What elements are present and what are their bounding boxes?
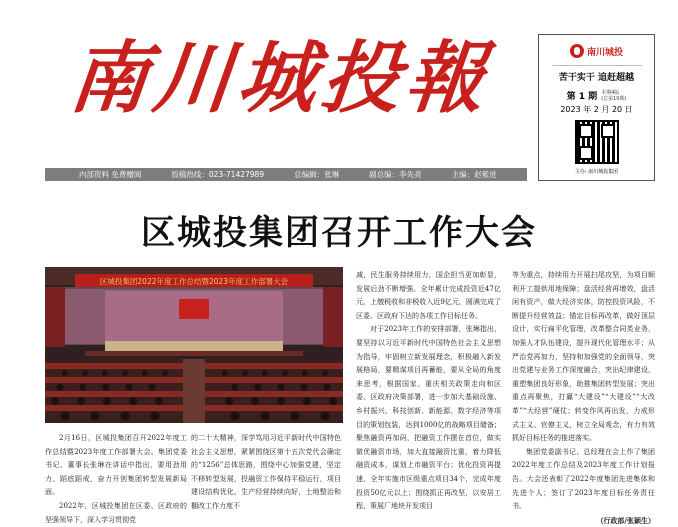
publication-date: 2023 年 2 月 20 日 [560, 105, 633, 114]
article-paragraph: 对于2023年工作的安排部署，张琳指出，要坚持以习近平新时代中国特色社会主义思想为指导，牢固树立新发展理念，积极融入新发展格局，要精谋项目再蓄能，要从全局的角度来思考，根据国家、重庆相关政策走向和区委、区政府决策部署，进一步加大基础设施、乡村振兴、科技创新、新能源、数字经济等项目的策划包装，达到1000亿的战略项目储备；聚焦融资再加码，把融资工作摆在首位，做实做优融资市场，加大直接融资比重，着力降低融资成本，谋划上市融资平台；优化投资再提速，全年实施市区级重点项目34个，完成年度投资50亿元以上；围绕抓正再改坚，以安居工程、策展厂地块开发项目 [356, 325, 501, 511]
hotline: 投稿热线：023-71427989 [171, 170, 265, 179]
issue-number: 第 1 期 [566, 92, 598, 102]
editor: 主编：赵紫进 [451, 170, 497, 179]
article-paragraph: 等为重点，持续用力开展扫尾攻坚，为项目顺利开工提供用地保障；盘活经营再增效，盘活闲有资产，做大经济实体，防控投资风险，不断提升经营效益；锚定目标再改革，做好顶层设计，实行扁平化管理，改革整合同类业务，加强人才队伍建设，提升现代化管理水平；从严治党再加力，坚持和加强党的全面领导，突出党建与业务工作深度融合，突出纪律建设，重塑集团良好形象，助推集团转型发展；突出重点再聚焦，打赢“大建设”“大建设”“大改革”“大经营”硬仗；转变作风再出发，力戒形式主义、官僚主义，树立全局观念，有力有效抓好目标任务的推进落实。 [512, 271, 655, 443]
masthead-title: 南川城投報 [65, 33, 495, 124]
divider [552, 65, 642, 66]
article-paragraph: 2022年，区城投集团在区委、区政府的坚强领导下，深入学习贯彻党 [45, 501, 187, 524]
issue-number-row [539, 89, 654, 102]
qr-code-icon [575, 120, 619, 164]
internal-note: 内部资料 免费赠阅 [79, 170, 142, 179]
issue-sub [601, 90, 626, 102]
article-paragraph: 集团党委副书记、总经理在会上作了集团2022年度工作总结及2023年度工作计划报告。大会还表彰了2022年度集团先进集体和先进个人；签订了2023年度目标任务责任书。 [512, 447, 655, 511]
logo-text: 南川城投 [586, 47, 623, 58]
article-paragraph: 2月16日，区城投集团召开2022年度工作总结暨2023年度工作部署大会。集团党委书记、董事长张琳在讲话中指出，要用劲用力、蹈底蹈戒，奋力开创集团转型发展新局面。 [45, 434, 187, 497]
article-column-2 [191, 432, 341, 514]
issue-pages: 本期4版 [601, 89, 620, 96]
deputy-editor: 副总编：李先亮 [369, 170, 422, 179]
conference-photo [45, 267, 343, 423]
article-paragraph: 的二十大精神，深学笃用习近平新时代中国特色社会主义思想，紧紧围绕区第十五次党代会确定的“1256”总体思路，围绕中心加强党建，坚定不移转型发展，投融资工作保持平稳运行，项目建设结构优化，生产经营持续向好，土地整治和棚改工作力度不 [191, 434, 341, 510]
brand-logo [539, 43, 654, 59]
logo-icon [570, 44, 584, 58]
page-headline: 区城投集团召开工作大会 [141, 213, 537, 253]
issue-info-box [538, 34, 655, 181]
article-column-3 [356, 269, 501, 514]
slogan: 苦干实干 追赶超越 [558, 73, 635, 83]
masthead-info-bar [45, 168, 527, 181]
chief-editor: 总编辑：张琳 [294, 170, 340, 179]
article-column-4 [512, 269, 655, 527]
issue-total: (总第10期) [601, 95, 627, 102]
article-paragraph: 减，民生服务持续用力，国企担当更加彰显，发展后劲不断增强。全年累计完成投资近47亿元，上缴税收和非税收入近9亿元，圆满完成了区委、区政府下达的各项工作目标任务。 [356, 271, 501, 320]
article-column-1 [45, 432, 187, 527]
banner-text: 区城投集团2022年度工作总结暨2023年度工作部署大会 [99, 277, 289, 286]
sponsor: 主办: 南川城投集团 [574, 169, 619, 175]
byline: （行政部/张颖生） [596, 515, 655, 525]
